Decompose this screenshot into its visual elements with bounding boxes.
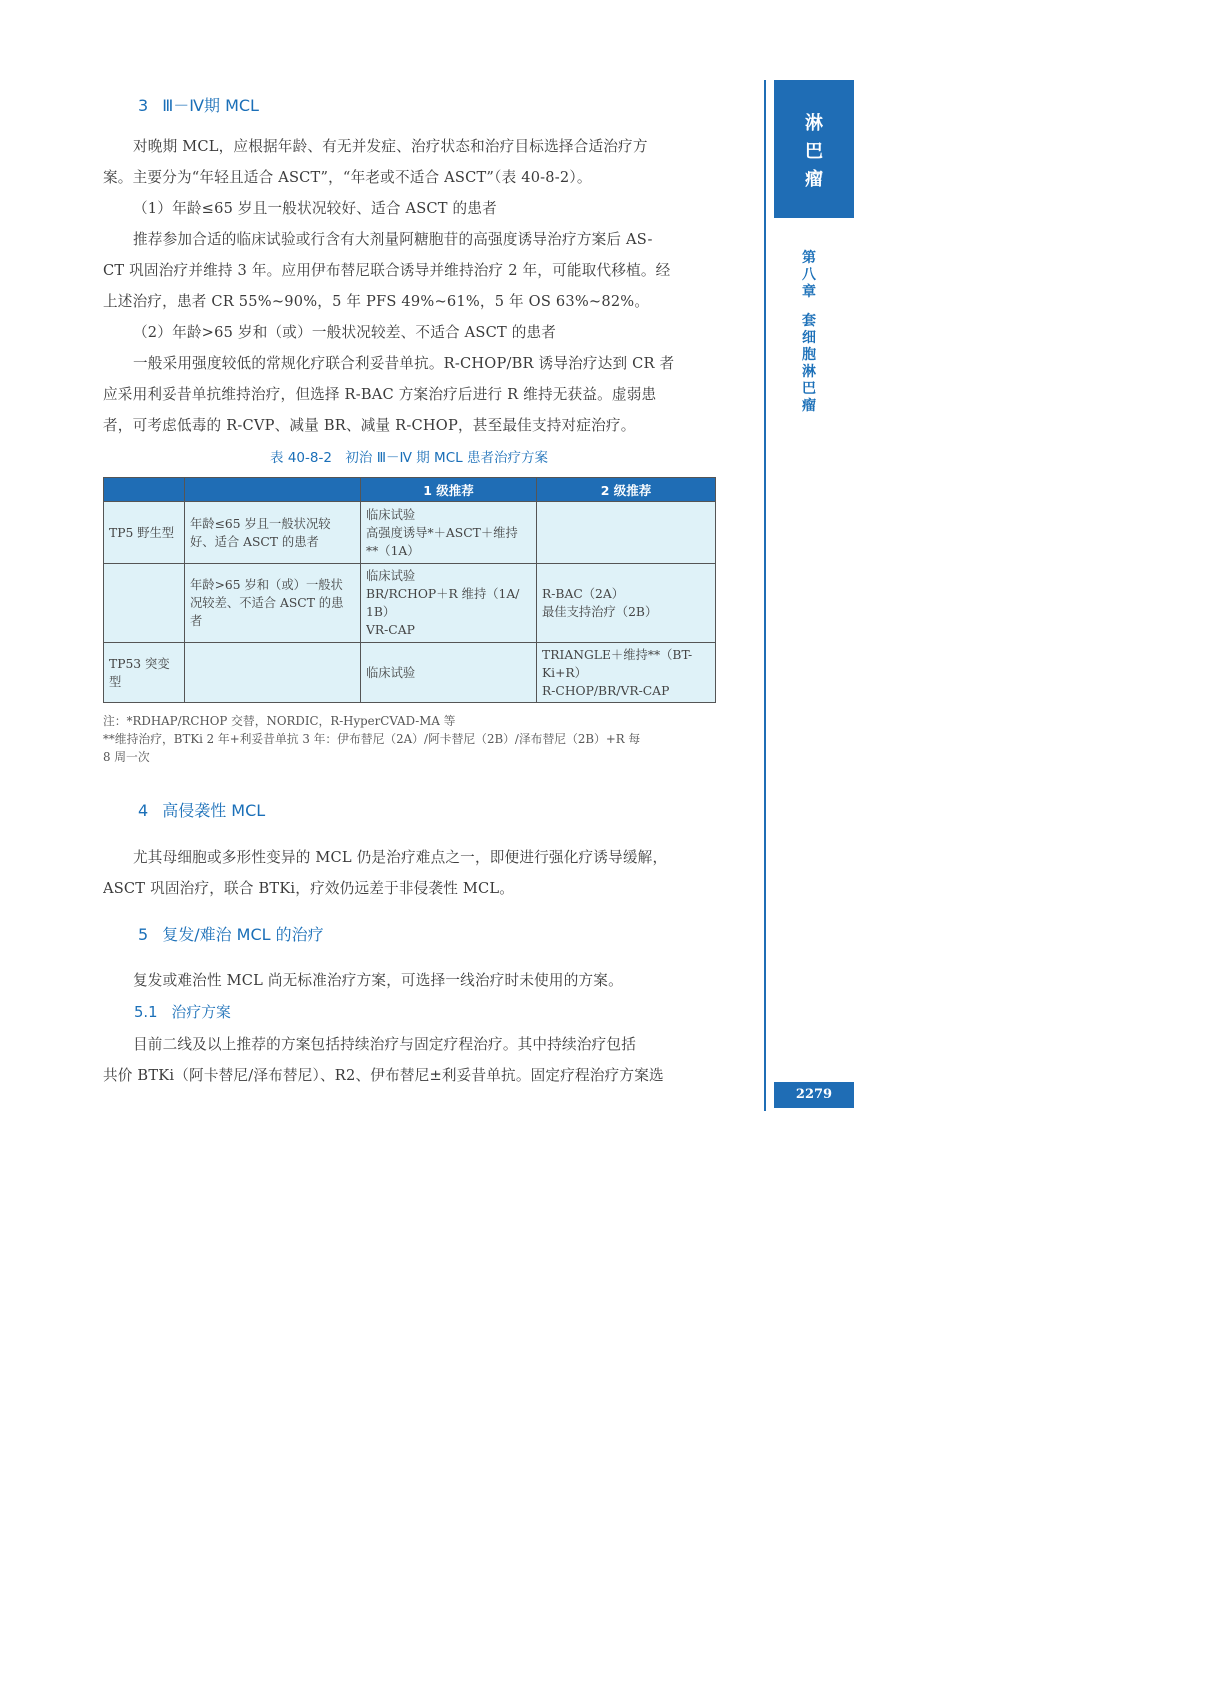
chapter-char: 第 (802, 250, 816, 266)
section-title: 高侵袭性 MCL (162, 801, 266, 820)
chapter-char: 套 (802, 313, 816, 329)
cell-text: R-BAC（2A） (542, 587, 625, 601)
section-number: 5 (138, 925, 149, 944)
cell-text: 年龄≤65 岁且一般状况较 (190, 516, 331, 531)
text-line: 上述治疗，患者 CR 55%~90%，5 年 PFS 49%~61%，5 年 OS 63%~82%。 (103, 293, 650, 310)
text-line: 共价 BTKi（阿卡替尼/泽布替尼）、R2、伊布替尼±利妥昔单抗。固定疗程治疗方案选 (103, 1067, 664, 1084)
chapter-char: 瘤 (802, 398, 816, 414)
table-caption: 表 40-8-2 初治 Ⅲ－Ⅳ 期 MCL 患者治疗方案 (270, 450, 548, 466)
cell-text: 好、适合 ASCT 的患者 (190, 534, 319, 549)
text-line: ASCT 巩固治疗，联合 BTKi，疗效仍远差于非侵袭性 MCL。 (103, 880, 515, 897)
section-title: 复发/难治 MCL 的治疗 (162, 925, 324, 944)
chapter-char: 胞 (802, 347, 816, 363)
chapter-tab (774, 80, 854, 218)
cell-text: BR/RCHOP＋R 维持（1A/ (366, 587, 520, 601)
tab-char: 巴 (805, 141, 823, 162)
section-heading-5 (138, 922, 324, 945)
paragraph-intro (103, 131, 715, 193)
section-heading-3 (138, 93, 259, 116)
table-cell (537, 502, 716, 564)
text-line: 应采用利妥昔单抗维持治疗，但选择 R-BAC 方案治疗后进行 R 维持无获益。虚弱患 (103, 386, 657, 403)
text-line: 复发或难治性 MCL 尚无标准治疗方案，可选择一线治疗时未使用的方案。 (133, 972, 623, 989)
cell-text: 型 (109, 674, 122, 689)
text-line: 一般采用强度较低的常规化疗联合利妥昔单抗。R-CHOP/BR 诱导治疗达到 CR 者 (133, 355, 675, 372)
table-row (104, 643, 716, 703)
tab-char: 淋 (805, 113, 823, 134)
text-line: （2）年龄>65 岁和（或）一般状况较差、不适合 ASCT 的患者 (133, 324, 557, 341)
cell-text: TP5 野生型 (109, 525, 175, 540)
table-cell (361, 564, 537, 643)
section-number: 3 (138, 96, 149, 115)
cell-text: 临床试验 (366, 569, 416, 583)
cell-text: TRIANGLE＋维持**（BT- (542, 647, 693, 662)
tab-char: 瘤 (805, 169, 823, 190)
section-heading-5-1 (134, 1001, 231, 1022)
table-cell (361, 643, 537, 703)
table-cell (185, 643, 361, 703)
cell-text: 高强度诱导*＋ASCT＋维持 (366, 525, 518, 540)
paragraph-sub2 (103, 348, 715, 441)
page-number: 2279 (774, 1082, 854, 1108)
section-number: 4 (138, 801, 149, 820)
table-header-cell: 2 级推荐 (537, 478, 716, 502)
text-line: 者，可考虑低毒的 R-CVP、减量 BR、减量 R-CHOP，甚至最佳支持对症治疗。 (103, 417, 636, 434)
cell-text: VR-CAP (366, 623, 415, 637)
table-header-cell: 1 级推荐 (361, 478, 537, 502)
cell-text: 1B） (366, 605, 396, 619)
chapter-char: 八 (802, 267, 816, 283)
table-cell (361, 502, 537, 564)
note-line: 8 周一次 (103, 750, 150, 764)
text-line: 案。主要分为“年轻且适合 ASCT”，“年老或不适合 ASCT”（表 40-8-2）。 (103, 169, 592, 186)
chapter-char: 章 (802, 284, 816, 300)
section-heading-4 (138, 798, 265, 821)
table-cell (537, 643, 716, 703)
table-cell (104, 502, 185, 564)
subheading-1 (103, 193, 715, 224)
cell-text: Ki+R） (542, 665, 587, 680)
cell-text: 况较差、不适合 ASCT 的患 (190, 596, 344, 610)
text-line: 推荐参加合适的临床试验或行含有大剂量阿糖胞苷的高强度诱导治疗方案后 AS- (133, 231, 653, 248)
cell-text: 临床试验 (366, 507, 416, 522)
sidebar-divider (764, 80, 766, 1111)
section-title: Ⅲ－Ⅳ期 MCL (162, 96, 259, 115)
chapter-char: 淋 (802, 364, 816, 380)
text-line: 尤其母细胞或多形性变异的 MCL 仍是治疗难点之一，即便进行强化疗诱导缓解， (133, 849, 668, 866)
text-line: 目前二线及以上推荐的方案包括持续治疗与固定疗程治疗。其中持续治疗包括 (133, 1036, 636, 1053)
treatment-table (103, 477, 716, 703)
table-row (104, 502, 716, 564)
chapter-title-vertical (798, 250, 820, 415)
chapter-gap (798, 301, 820, 313)
subheading-2 (103, 317, 715, 348)
note-line: **维持治疗，BTKi 2 年+利妥昔单抗 3 年：伊布替尼（2A）/阿卡替尼（2B）/泽布替尼（2B）+R 每 (103, 732, 641, 746)
paragraph-section5 (103, 965, 715, 996)
cell-text: 临床试验 (366, 665, 416, 680)
chapter-char: 巴 (802, 381, 816, 397)
table-cell (104, 643, 185, 703)
chapter-char: 细 (802, 330, 816, 346)
table-cell (104, 564, 185, 643)
text-line: （1）年龄≤65 岁且一般状况较好、适合 ASCT 的患者 (133, 200, 497, 217)
table-cell (537, 564, 716, 643)
table-row (104, 564, 716, 643)
paragraph-section5-1 (103, 1029, 715, 1091)
section-title: 治疗方案 (171, 1004, 231, 1021)
cell-text: 年龄>65 岁和（或）一般状 (190, 578, 343, 592)
table-cell (185, 502, 361, 564)
cell-text: TP53 突变 (109, 656, 170, 671)
paragraph-sub1 (103, 224, 715, 317)
table-header-cell (185, 478, 361, 502)
cell-text: **（1A） (366, 543, 420, 558)
paragraph-section4 (103, 842, 715, 904)
table-header-row (104, 478, 716, 502)
text-line: 对晚期 MCL，应根据年龄、有无并发症、治疗状态和治疗目标选择合适治疗方 (133, 138, 648, 155)
table-notes (103, 712, 715, 766)
text-line: CT 巩固治疗并维持 3 年。应用伊布替尼联合诱导并维持治疗 2 年，可能取代移植。经 (103, 262, 671, 279)
cell-text: R-CHOP/BR/VR-CAP (542, 683, 670, 698)
note-line: 注：*RDHAP/RCHOP 交替，NORDIC，R-HyperCVAD-MA 等 (103, 714, 456, 728)
cell-text: 最佳支持治疗（2B） (542, 605, 658, 619)
table-cell (185, 564, 361, 643)
cell-text: 者 (190, 614, 203, 628)
table-header-cell (104, 478, 185, 502)
section-number: 5.1 (134, 1004, 158, 1021)
